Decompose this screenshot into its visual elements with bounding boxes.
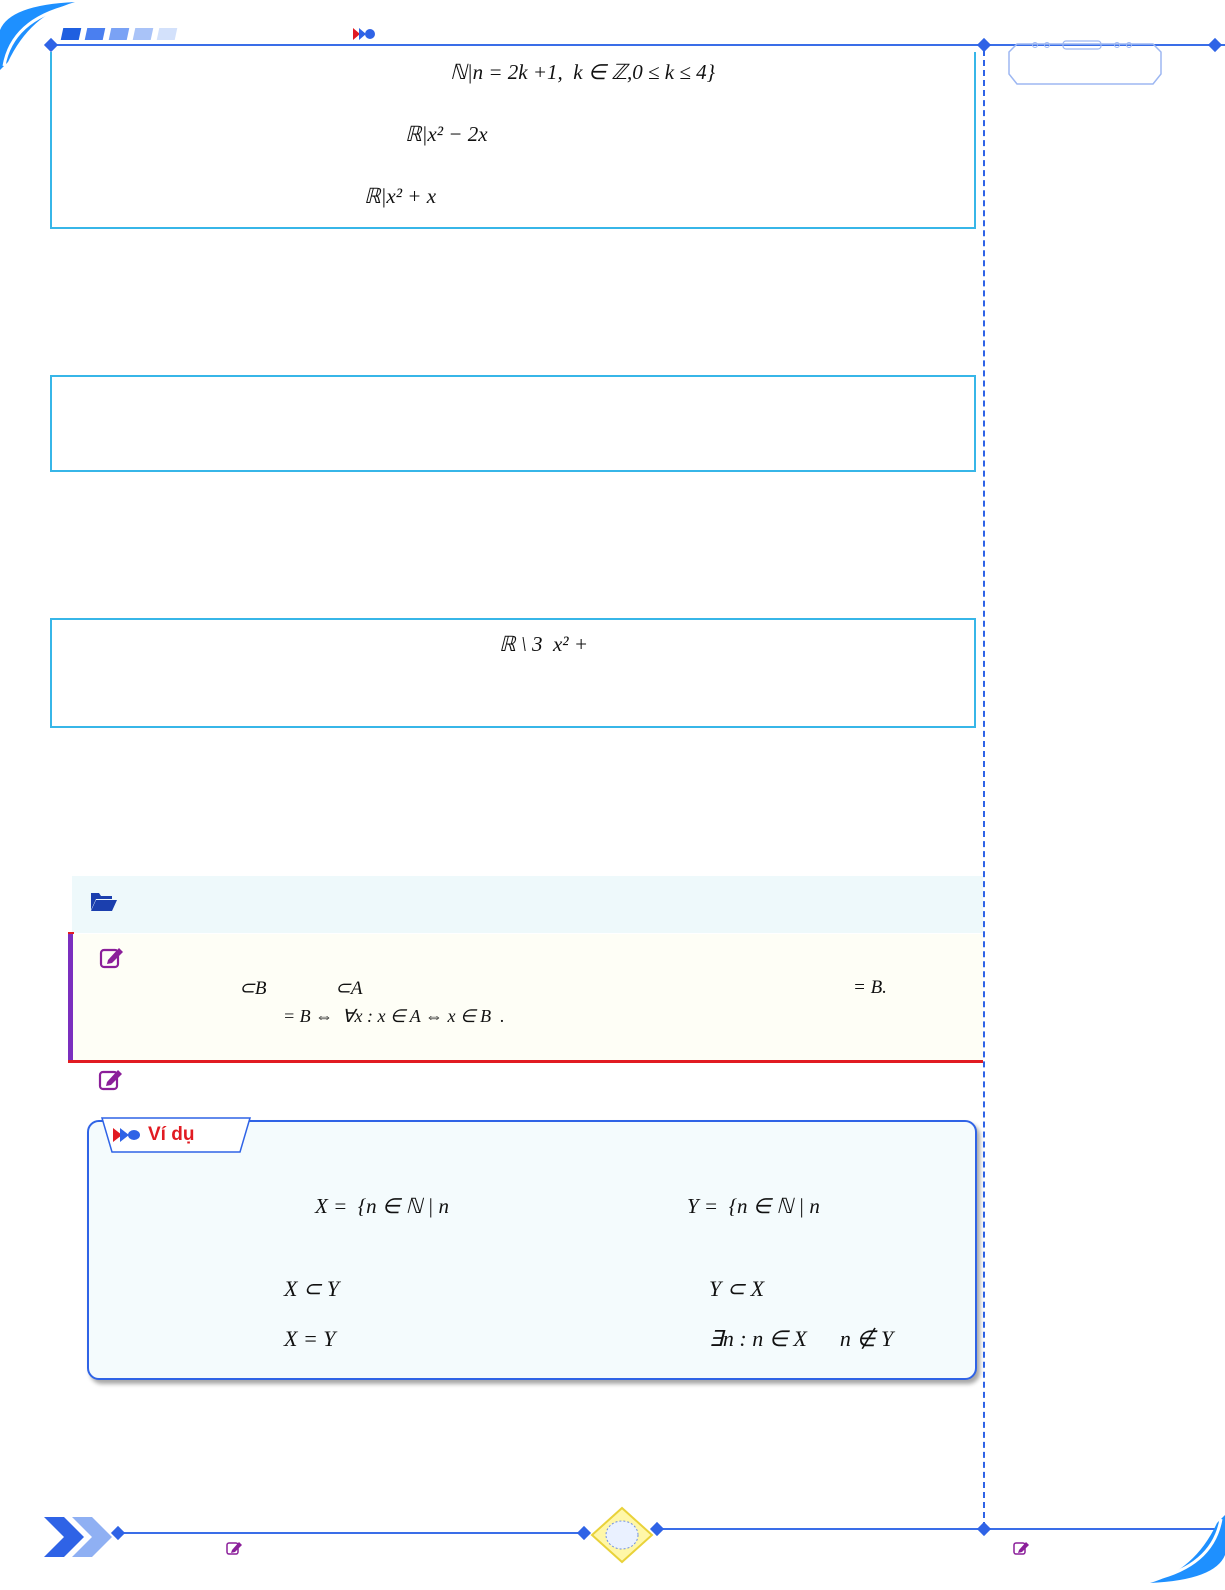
set-definition-line-2: ℝ|x² − 2x xyxy=(405,122,488,146)
folder-open-icon xyxy=(90,890,118,912)
triple-arrow-icon xyxy=(352,26,376,42)
double-chevron-icon xyxy=(42,1515,122,1559)
set-y-definition: Y = {n ∈ ℕ | n xyxy=(687,1194,820,1218)
set-definition-line-3: ℝ|x² + x xyxy=(364,184,437,208)
header-rule-diamond-right xyxy=(1208,38,1222,52)
content-box-2 xyxy=(50,375,976,472)
edit-note-icon xyxy=(1013,1540,1031,1556)
header-square xyxy=(133,28,154,40)
header-square xyxy=(157,28,178,40)
header-square xyxy=(109,28,130,40)
definition-equality-formula: = B ⇔ ∀x : x ∈ A ⇔ x ∈ B . xyxy=(283,1006,505,1026)
option-a: X ⊂ Y xyxy=(284,1276,340,1301)
header-square xyxy=(61,28,82,40)
hexagon-tab-icon xyxy=(1005,40,1165,90)
set-definition-line: ℝ \ 3 x² + xyxy=(499,632,589,656)
footer-page-emblem xyxy=(590,1506,654,1564)
footer-chevrons xyxy=(42,1515,122,1559)
header-label-tab xyxy=(1005,40,1165,90)
set-definition-line-1: ℕ|n = 2k +1, k ∈ ℤ,0 ≤ k ≤ 4} xyxy=(450,60,716,84)
option-d: ∃n : n ∈ X n ∉ Y xyxy=(709,1326,894,1351)
diamond-emblem-icon xyxy=(590,1506,654,1564)
option-b: Y ⊂ X xyxy=(709,1276,765,1301)
footer-rule-right xyxy=(658,1528,1218,1530)
definition-header-bar xyxy=(72,876,983,933)
content-box-1 xyxy=(50,52,976,229)
example-title: Ví dụ xyxy=(148,1124,195,1145)
definition-box xyxy=(68,934,983,1062)
example-title-tab xyxy=(98,1116,256,1154)
set-x-definition: X = {n ∈ ℕ | n xyxy=(315,1194,450,1218)
corner-swoosh-icon xyxy=(1145,1515,1225,1585)
footer-rule-diamond xyxy=(977,1522,991,1536)
content-box-3 xyxy=(50,618,976,728)
footer-rule-left xyxy=(118,1532,583,1534)
definition-text-equals-b: = B. xyxy=(853,977,887,998)
footer-corner-swoosh xyxy=(1145,1515,1225,1585)
margin-dashed-line xyxy=(983,50,985,1528)
definition-text-b-subset-a: ⊂A xyxy=(335,978,363,999)
option-c: X = Y xyxy=(284,1326,336,1351)
triple-arrow-icon xyxy=(112,1126,142,1144)
header-square xyxy=(85,28,106,40)
header-arrow-badge xyxy=(352,26,376,42)
definition-red-rule xyxy=(68,1060,983,1063)
definition-text-a-subset-b: ⊂B xyxy=(239,978,267,999)
edit-note-icon xyxy=(98,1067,124,1091)
footer-rule-diamond xyxy=(577,1526,591,1540)
edit-note-icon xyxy=(226,1540,244,1556)
edit-note-icon xyxy=(99,945,125,969)
example-box xyxy=(87,1120,977,1380)
